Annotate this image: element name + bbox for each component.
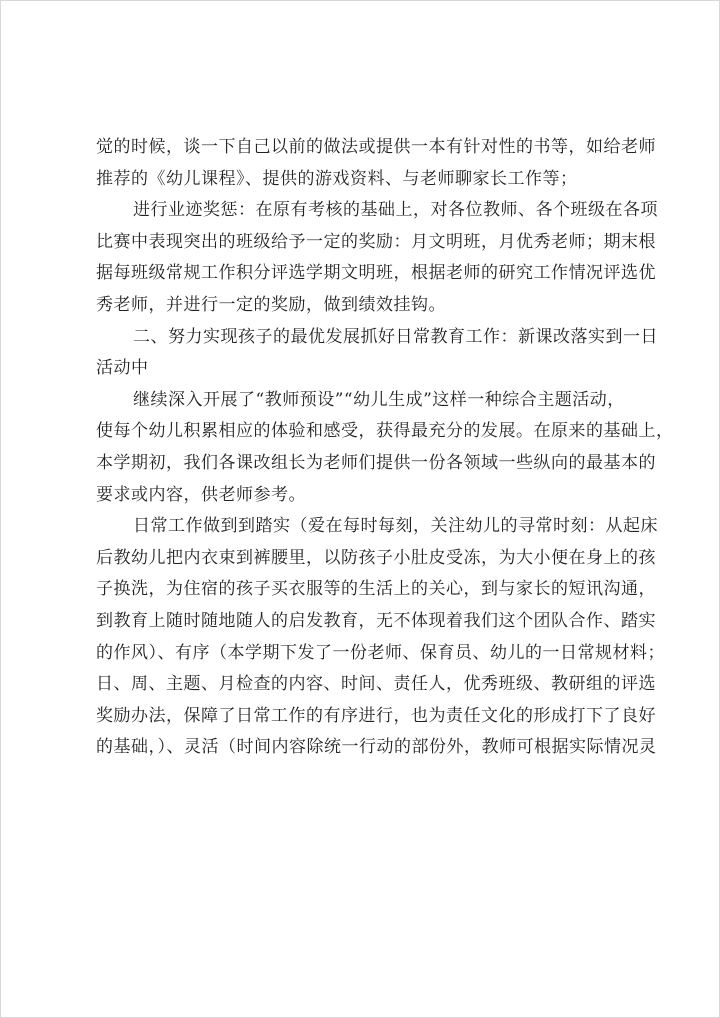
text-line: 后教幼儿把内衣束到裤腰里，以防孩子小肚皮受冻，为大小便在身上的孩 (96, 547, 656, 568)
text-line: 据每班级常规工作积分评选学期文明班，根据老师的研究工作情况评选优 (96, 263, 656, 284)
text-line: 觉的时候，谈一下自己以前的做法或提供一本有针对性的书等，如给老师 (96, 137, 656, 157)
text-line: 本学期初，我们各课改组长为老师们提供一份各领域一些纵向的最基本的 (96, 452, 656, 473)
text-line: 推荐的《幼儿课程》、提供的游戏资料、与老师聊家长工作等； (96, 168, 578, 189)
text-line: 比赛中表现突出的班级给予一定的奖励：月文明班，月优秀老师；期末根 (96, 231, 656, 252)
text-line: 奖励办法，保障了日常工作的有序进行，也为责任文化的形成打下了良好 (96, 705, 656, 726)
document-body (96, 132, 674, 764)
text-line: 子换洗，为住宿的孩子买衣服等的生活上的关心，到与家长的短讯沟通， (96, 579, 656, 600)
text-line: 的基础，）、灵活（时间内容除统一行动的部份外，教师可根据实际情况灵 (96, 737, 657, 758)
text-line: 使每个幼儿积累相应的体验和感受，获得最充分的发展。在原来的基础上， (96, 421, 674, 442)
text-line: 日常工作做到到踏实（爱在每时每刻，关注幼儿的寻常时刻：从起床 (133, 516, 658, 537)
text-line: 日、周、主题、月检查的内容、时间、责任人，优秀班级、教研组的评选 (96, 674, 656, 695)
text-line: 进行业迹奖惩：在原有考核的基础上，对各位教师、各个班级在各项 (133, 200, 658, 221)
text-line: 的作风）、有序（本学期下发了一份老师、保育员、幼儿的一日常规材料； (96, 642, 665, 663)
text-line: 二、努力实现孩子的最优发展抓好日常教育工作：新课改落实到一日 (133, 326, 658, 347)
text-line: 到教育上随时随地随人的启发教育，无不体现着我们这个团队合作、踏实 (96, 610, 656, 631)
text-line: 活动中 (96, 358, 149, 379)
text-line: 要求或内容，供老师参考。 (96, 484, 306, 505)
text-line: 继续深入开展了“教师预设”“幼儿生成”这样一种综合主题活动， (133, 389, 625, 410)
text-line: 秀老师，并进行一定的奖励，做到绩效挂钩。 (96, 294, 446, 315)
